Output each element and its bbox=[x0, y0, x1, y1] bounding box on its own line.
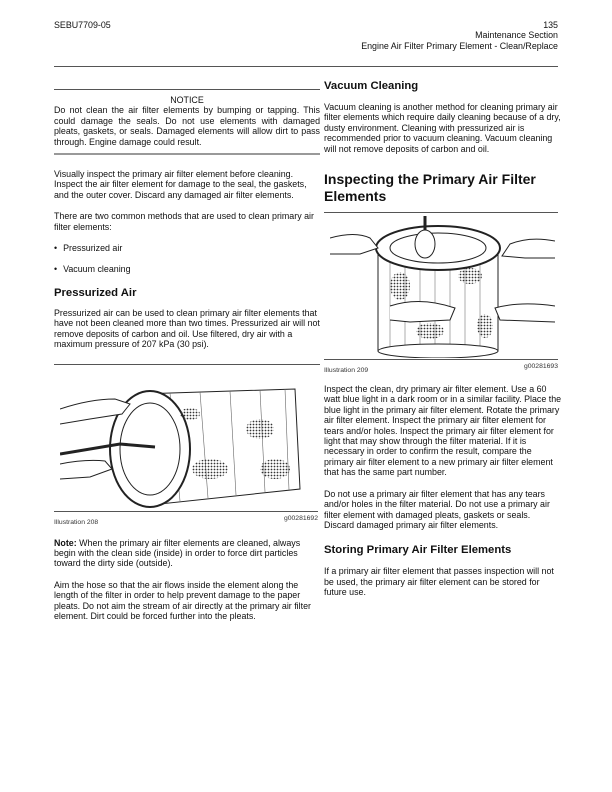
paragraph: Visually inspect the primary air filter element before cleaning. Inspect the air filter element for damage to the seal, the gaskets, and the outer cover. Discard any damaged air filter elements. bbox=[54, 169, 307, 200]
note-paragraph bbox=[54, 538, 320, 569]
page-header bbox=[361, 20, 558, 51]
illustration-caption bbox=[54, 515, 318, 526]
section-title: Maintenance Section bbox=[475, 30, 558, 41]
notice-box bbox=[54, 95, 320, 147]
list-item: • Vacuum cleaning bbox=[54, 264, 131, 275]
bullet-icon: • bbox=[54, 264, 58, 275]
illustration-caption bbox=[324, 363, 558, 374]
filter-pressurized-air-illustration bbox=[60, 369, 315, 509]
paragraph: Pressurized air can be used to clean primary air filter elements that have not been cleaned more than two times. Pressurized air will not remove deposits of carbon and oil. Use filtered, dry air with a maximum pressure of 207 kPa (30 psi). bbox=[54, 307, 320, 350]
illustration-label: Illustration 209 bbox=[324, 367, 369, 375]
page-number: 135 bbox=[543, 20, 558, 30]
illustration-bottom-rule bbox=[54, 511, 318, 512]
illustration-top-rule bbox=[324, 212, 558, 213]
bullet-icon: • bbox=[54, 243, 58, 254]
section-heading: Inspecting the Primary Air Filter Elements bbox=[324, 171, 536, 205]
illustration-id: g00281692 bbox=[283, 514, 318, 522]
note-text: When the primary air filter elements are cleaned, always begin with the clean side (inside) in order to force dirt particles toward the dirty side (outside). bbox=[54, 537, 301, 569]
paragraph: Do not use a primary air filter element that has any tears and/or holes in the filter material. Do not use a primary air filter element with damaged pleats, gaskets or seals. Discard damaged primary air filter elements. bbox=[324, 488, 550, 530]
paragraph: Inspect the clean, dry primary air filter element. Use a 60 watt blue light in a dark room or in a similar facility. Place the blue light in the primary air filter element. Rotate the primary air filter element. Inspect the primary air filter element for tears and/or holes. Inspect the primary air filter element for light that may show through the filter material. If it is necessary in order to confirm the result, compare the primary air filter element to a new primary air filter element that has the same part number. bbox=[324, 384, 562, 478]
illustration-bottom-rule bbox=[324, 359, 558, 360]
illustration-label: Illustration 208 bbox=[54, 518, 99, 526]
doc-id: SEBU7709-05 bbox=[54, 20, 111, 30]
section-heading: Pressurized Air bbox=[54, 286, 137, 299]
illustration-id: g00281693 bbox=[523, 363, 558, 371]
filter-inspection-illustration bbox=[330, 216, 555, 358]
paragraph: There are two common methods that are used to clean primary air filter elements: bbox=[54, 211, 314, 232]
paragraph: If a primary air filter element that passes inspection will not be used, the primary air filter element can be stored for future use. bbox=[324, 566, 554, 598]
note-label: Note: bbox=[54, 537, 77, 548]
notice-bottom-rule bbox=[54, 153, 320, 155]
subsection-title: Engine Air Filter Primary Element - Clean/Replace bbox=[361, 40, 558, 51]
right-column bbox=[324, 79, 562, 598]
section-heading: Vacuum Cleaning bbox=[324, 80, 419, 92]
notice-text: Do not clean the air filter elements by bumping or tapping. This could damage the seals. Do not use elements with damaged pleats, gaskets, or seals. Damaged elements will allow dirt to pass through. Engine damage could result. bbox=[54, 105, 320, 147]
section-heading: Storing Primary Air Filter Elements bbox=[324, 544, 512, 557]
paragraph: Aim the hose so that the air flows inside the element along the length of the filter in order to help prevent damage to the paper pleats. Do not aim the stream of air directly at the primary air filter element. Dirt could be forced further into the pleats. bbox=[54, 579, 311, 621]
notice-title: NOTICE bbox=[170, 95, 204, 105]
notice-top-rule bbox=[54, 89, 320, 90]
list-item: • Pressurized air bbox=[54, 243, 123, 254]
left-column bbox=[54, 89, 320, 621]
header-rule bbox=[54, 66, 558, 67]
paragraph: Vacuum cleaning is another method for cleaning primary air filter elements which require daily cleaning because of a dry, dusty environment. Cleaning with pressurized air is recommended prior to vacuum cleaning. Vacuum cleaning will not remove deposits of carbon and oil. bbox=[324, 102, 561, 154]
illustration-top-rule bbox=[54, 364, 320, 365]
